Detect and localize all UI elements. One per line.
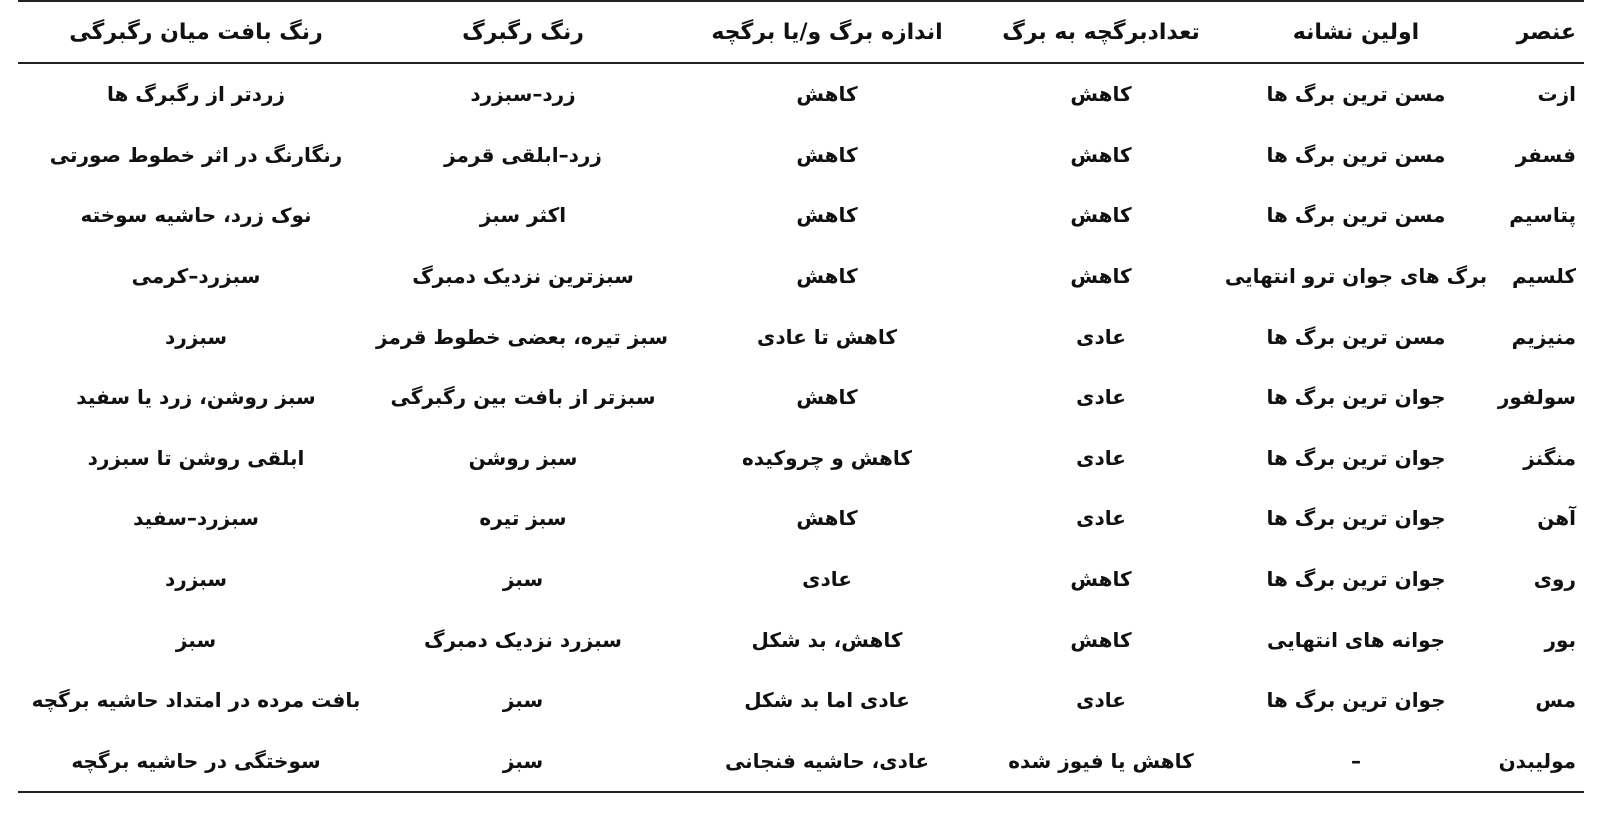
cell-vein-color: سبزرد نزدیک دمبرگ (424, 627, 622, 652)
cell-vein-color: سبزتر از بافت بین رگبرگی (390, 385, 656, 410)
cell-element: کلسیم (1512, 264, 1576, 289)
cell-leaflet-count: عادی (1076, 688, 1126, 713)
table-body (18, 63, 1584, 792)
cell-vein-color: سبز روشن (468, 445, 578, 470)
cell-vein-color: سبز تیره، بعضی خطوط قرمز (376, 324, 668, 349)
cell-leaflet-count: کاهش (1070, 567, 1132, 592)
cell-interveinal-color: سبزرد–کرمی (131, 264, 261, 289)
cell-interveinal-color: سوختگی در حاشیه برگچه (71, 748, 321, 773)
cell-leaflet-count: کاهش (1070, 627, 1132, 652)
cell-interveinal-color: بافت مرده در امتداد حاشیه برگچه (31, 688, 361, 713)
cell-first-sign: جوان ترین برگ ها (1266, 445, 1446, 470)
cell-first-sign: برگ های جوان ترو انتهایی (1224, 264, 1488, 289)
cell-element: منیزیم (1511, 324, 1576, 349)
cell-vein-color: سبزترین نزدیک دمبرگ (412, 264, 634, 289)
cell-first-sign: مسن ترین برگ ها (1266, 324, 1446, 349)
cell-first-sign: – (1351, 748, 1361, 773)
table-row (18, 185, 1584, 246)
header-row (18, 1, 1584, 63)
cell-leaf-size: کاهش (796, 82, 858, 107)
header-element: عنصر (1516, 19, 1576, 45)
table-row (18, 125, 1584, 186)
cell-vein-color: سبز (502, 688, 544, 713)
cell-interveinal-color: سبزرد (164, 324, 228, 349)
cell-element: سولفور (1497, 385, 1576, 410)
cell-first-sign: جوان ترین برگ ها (1266, 385, 1446, 410)
cell-interveinal-color: رنگارنگ در اثر خطوط صورتی (49, 142, 343, 167)
cell-leaflet-count: کاهش (1070, 264, 1132, 289)
cell-vein-color: سبز تیره (479, 506, 567, 531)
cell-element: منگنز (1523, 445, 1576, 470)
header-interveinal-color: رنگ بافت میان رگبرگی (69, 19, 323, 45)
cell-first-sign: مسن ترین برگ ها (1266, 82, 1446, 107)
cell-leaf-size: کاهش، بد شکل (751, 627, 903, 652)
cell-element: مولیبدن (1498, 748, 1576, 773)
cell-leaf-size: کاهش (796, 506, 858, 531)
cell-vein-color: زرد–ابلقی قرمز (444, 142, 602, 167)
table-row (18, 609, 1584, 670)
cell-interveinal-color: نوک زرد، حاشیه سوخته (80, 203, 312, 228)
cell-interveinal-color: سبزرد–سفید (133, 506, 259, 531)
cell-interveinal-color: سبز (175, 627, 217, 652)
table-row (18, 63, 1584, 125)
cell-leaflet-count: کاهش یا فیوز شده (1008, 748, 1194, 773)
cell-element: ازت (1537, 82, 1576, 107)
cell-leaf-size: عادی (802, 567, 852, 592)
header-leaf-size: اندازه برگ و/یا برگچه (711, 19, 943, 45)
table-row (18, 670, 1584, 731)
cell-leaflet-count: کاهش (1070, 142, 1132, 167)
cell-element: روی (1533, 567, 1576, 592)
cell-vein-color: زرد–سبزرد (470, 82, 576, 107)
cell-vein-color: سبز (502, 567, 544, 592)
header-vein-color: رنگ رگبرگ (462, 19, 584, 45)
cell-interveinal-color: ابلقی روشن تا سبزرد (87, 445, 305, 470)
table-row (18, 306, 1584, 367)
cell-element: آهن (1537, 506, 1576, 531)
cell-interveinal-color: سبز روشن، زرد یا سفید (76, 385, 316, 410)
cell-leaflet-count: کاهش (1070, 82, 1132, 107)
table-row (18, 731, 1584, 793)
table-header (18, 1, 1584, 63)
cell-first-sign: جوان ترین برگ ها (1266, 688, 1446, 713)
nutrient-deficiency-table (18, 0, 1584, 793)
cell-leaf-size: عادی اما بد شکل (744, 688, 910, 713)
table-row (18, 488, 1584, 549)
cell-interveinal-color: سبزرد (164, 567, 228, 592)
cell-element: فسفر (1515, 142, 1576, 167)
cell-first-sign: جوانه های انتهایی (1266, 627, 1446, 652)
table-row (18, 367, 1584, 428)
cell-leaf-size: کاهش (796, 142, 858, 167)
header-leaflet-count: تعدادبرگچه به برگ (1002, 19, 1200, 45)
cell-leaf-size: کاهش (796, 203, 858, 228)
cell-first-sign: جوان ترین برگ ها (1266, 567, 1446, 592)
cell-leaf-size: کاهش و چروکیده (741, 445, 913, 470)
cell-leaflet-count: عادی (1076, 506, 1126, 531)
cell-first-sign: مسن ترین برگ ها (1266, 203, 1446, 228)
table-row (18, 246, 1584, 307)
cell-interveinal-color: زردتر از رگبرگ ها (106, 82, 286, 107)
cell-first-sign: مسن ترین برگ ها (1266, 142, 1446, 167)
table-row (18, 428, 1584, 489)
nutrient-deficiency-table-container (18, 0, 1584, 793)
cell-leaf-size: عادی، حاشیه فنجانی (724, 748, 930, 773)
cell-leaflet-count: عادی (1076, 385, 1126, 410)
cell-vein-color: سبز (502, 748, 544, 773)
cell-leaflet-count: عادی (1076, 324, 1126, 349)
cell-first-sign: جوان ترین برگ ها (1266, 506, 1446, 531)
header-first-sign: اولین نشانه (1292, 19, 1420, 45)
cell-leaf-size: کاهش (796, 264, 858, 289)
cell-leaf-size: کاهش تا عادی (757, 324, 897, 349)
cell-element: پتاسیم (1509, 203, 1576, 228)
cell-leaflet-count: عادی (1076, 445, 1126, 470)
cell-element: مس (1535, 688, 1576, 713)
cell-element: بور (1544, 627, 1576, 652)
cell-vein-color: اکثر سبز (479, 203, 567, 228)
cell-leaflet-count: کاهش (1070, 203, 1132, 228)
table-row (18, 549, 1584, 610)
cell-leaf-size: کاهش (796, 385, 858, 410)
